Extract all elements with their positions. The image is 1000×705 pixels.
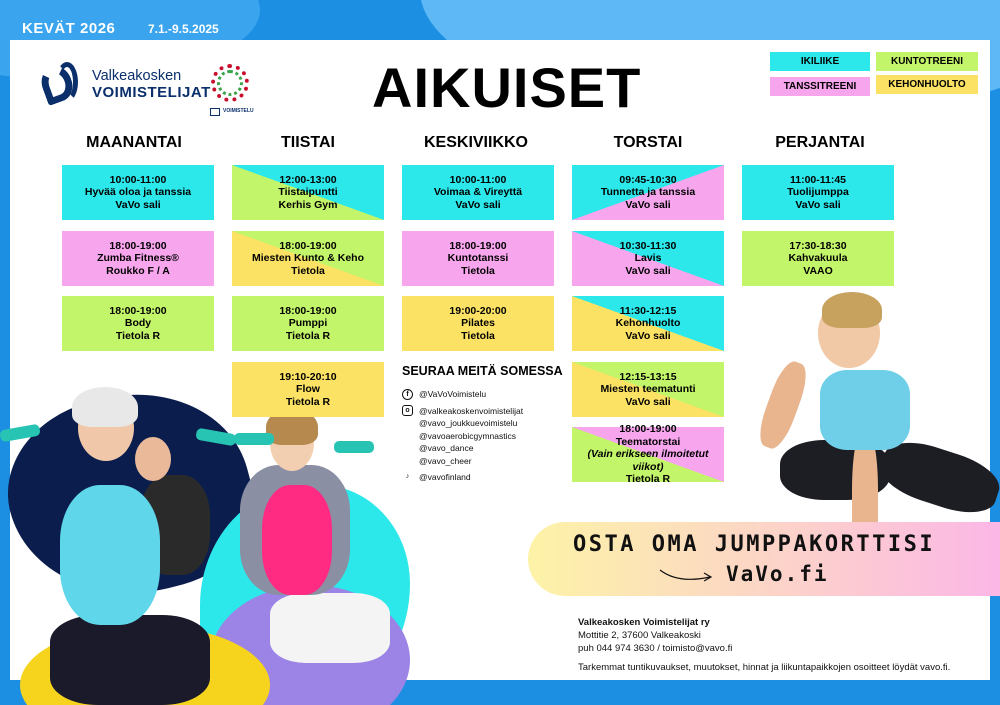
facebook-link[interactable]: f @VaVoVoimistelu xyxy=(402,388,572,401)
day-header-tuesday: TIISTAI xyxy=(281,134,335,151)
class-tue-4: 19:10-20:10 Flow Tietola R xyxy=(232,362,384,417)
season-label: KEVÄT 2026 xyxy=(22,20,116,37)
class-wed-1: 10:00-11:00 Voimaa & Vireyttä VaVo sali xyxy=(402,165,554,220)
class-tue-1: 12:00-13:00 Tiistaipuntti Kerhis Gym xyxy=(232,165,384,220)
legend-ikiliike: IKILIIKE xyxy=(770,52,870,71)
class-fri-2: 17:30-18:30 Kahvakuula VAAO xyxy=(742,231,894,286)
social-heading: SEURAA MEITÄ SOMESSA xyxy=(402,364,563,378)
class-wed-3: 19:00-20:00 Pilates Tietola xyxy=(402,296,554,351)
finland-flag-icon xyxy=(210,108,220,116)
tiktok-link[interactable]: ♪ @vavofinland xyxy=(402,471,572,484)
class-fri-1: 11:00-11:45 Tuolijumppa VaVo sali xyxy=(742,165,894,220)
class-thu-4: 12:15-13:15 Miesten teematunti VaVo sali xyxy=(572,362,724,417)
day-header-thursday: TORSTAI xyxy=(613,134,683,151)
instagram-link-4[interactable]: @vavo_dance xyxy=(419,443,474,454)
dumbbell-icon xyxy=(234,433,274,445)
class-mon-1: 10:00-11:00 Hyvää oloa ja tanssia VaVo sali xyxy=(62,165,214,220)
class-thu-5: 18:00-19:00 Teematorstai (Vain erikseen ilmoitetut viikot) Tietola R xyxy=(572,427,724,482)
class-tue-2: 18:00-19:00 Miesten Kunto & Keho Tietola xyxy=(232,231,384,286)
instagram-link-1[interactable]: o @valkeakoskenvoimistelijat xyxy=(402,405,572,418)
buy-card-banner[interactable] xyxy=(528,522,1000,596)
footer-note: Tarkemmat tuntikuvaukset, muutokset, hinnat ja liikuntapaikkojen osoitteet löydät vavo.fi. xyxy=(578,662,951,673)
dumbbell-icon xyxy=(334,441,374,453)
club-logo xyxy=(42,62,211,106)
cta-website-link[interactable]: VaVo.fi xyxy=(726,562,829,586)
social-media-block xyxy=(402,364,572,484)
instagram-icon: o xyxy=(402,405,413,416)
instagram-link-3[interactable]: @vavoaerobicgymnastics xyxy=(419,430,516,441)
instagram-link-2[interactable]: @vavo_joukkuevoimistelu xyxy=(419,418,518,429)
class-thu-2: 10:30-11:30 Lavis VaVo sali xyxy=(572,231,724,286)
page-title: AIKUISET xyxy=(372,56,642,119)
contact-info xyxy=(578,616,950,674)
day-header-monday: MAANANTAI xyxy=(86,134,182,151)
class-thu-3: 11:30-12:15 Kehonhuolto VaVo sali xyxy=(572,296,724,351)
facebook-icon: f xyxy=(402,389,413,400)
address: Mottitie 2, 37600 Valkeakoski xyxy=(578,630,701,641)
tiktok-icon: ♪ xyxy=(405,472,410,480)
class-tue-3: 18:00-19:00 Pumppi Tietola R xyxy=(232,296,384,351)
organization-name: Valkeakosken Voimistelijat ry xyxy=(578,617,710,628)
class-mon-2: 18:00-19:00 Zumba Fitness® Roukko F / A xyxy=(62,231,214,286)
class-thu-1: 09:45-10:30 Tunnetta ja tanssia VaVo sali xyxy=(572,165,724,220)
logo-line1: Valkeakosken xyxy=(92,67,182,84)
legend-kuntotreeni: KUNTOTREENI xyxy=(876,52,978,71)
phone-email: puh 044 974 3630 / toimisto@vavo.fi xyxy=(578,643,733,654)
federation-logo xyxy=(208,62,254,122)
day-header-friday: PERJANTAI xyxy=(775,134,865,151)
federation-logo-text: VOIMISTELU xyxy=(223,108,254,114)
legend-kehonhuolto: KEHONHUOLTO xyxy=(876,75,978,94)
fitness-photo-left xyxy=(0,375,412,705)
class-wed-2: 18:00-19:00 Kuntotanssi Tietola xyxy=(402,231,554,286)
season-dates: 7.1.-9.5.2025 xyxy=(148,22,219,36)
arrow-right-icon xyxy=(658,566,718,584)
vavo-logo-icon xyxy=(42,62,84,106)
logo-line2: VOIMISTELIJAT xyxy=(92,83,211,101)
instagram-link-5[interactable]: @vavo_cheer xyxy=(419,455,472,466)
class-mon-3: 18:00-19:00 Body Tietola R xyxy=(62,296,214,351)
legend-tanssitreeni: TANSSITREENI xyxy=(770,77,870,96)
cta-headline: OSTA OMA JUMPPAKORTTISI xyxy=(573,532,936,557)
day-header-wednesday: KESKIVIIKKO xyxy=(423,134,528,151)
